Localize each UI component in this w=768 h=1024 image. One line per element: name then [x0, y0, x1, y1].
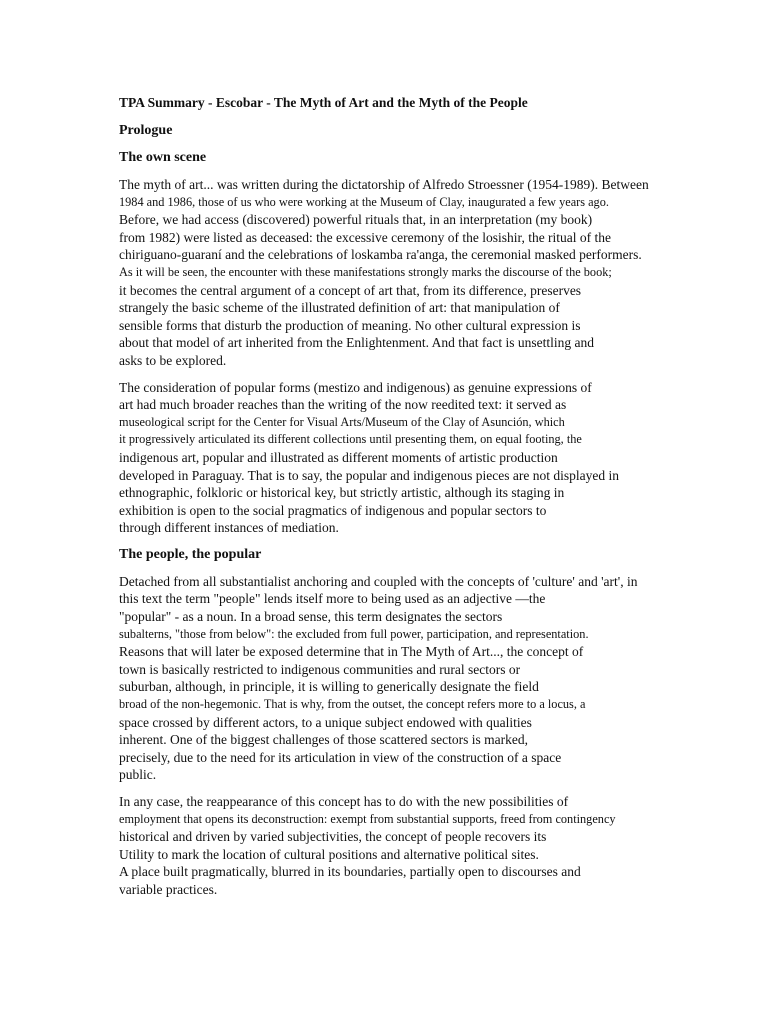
section-heading-prologue: Prologue [119, 123, 173, 138]
paragraph-line: from 1982) were listed as deceased: the excessive ceremony of the losishir, the ritual of the [119, 229, 612, 245]
paragraph-line: variable practices. [119, 881, 218, 897]
paragraph-line: public. [119, 767, 157, 783]
paragraph-line: asks to be explored. [119, 352, 227, 368]
paragraph-line: this text the term "people" lends itself more to being used as an adjective —the [119, 591, 546, 607]
paragraph-line: museological script for the Center for Visual Arts/Museum of the Clay of Asunción, which [119, 414, 565, 429]
paragraph-line: As it will be seen, the encounter with these manifestations strongly marks the discourse of the book; [119, 264, 612, 279]
paragraph-line: chiriguano-guaraní and the celebrations of loskamba ra'anga, the ceremonial masked performers. [119, 247, 642, 263]
paragraph-line: Before, we had access (discovered) powerful rituals that, in an interpretation (my book) [119, 212, 593, 228]
paragraph-3 [119, 573, 699, 784]
paragraph-line: historical and driven by varied subjectivities, the concept of people recovers its [119, 829, 547, 845]
section-heading-own-scene: The own scene [119, 150, 207, 165]
paragraph-line: it becomes the central argument of a concept of art that, from its difference, preserves [119, 282, 582, 298]
paragraph-line: exhibition is open to the social pragmatics of indigenous and popular sectors to [119, 502, 547, 518]
paragraph-line: The myth of art... was written during the dictatorship of Alfredo Stroessner (1954-1989). Between [119, 177, 649, 192]
paragraph-1 [119, 176, 699, 370]
paragraph-line: The consideration of popular forms (mestizo and indigenous) as genuine expressions of [119, 379, 592, 395]
paragraph-line: Reasons that will later be exposed determine that in The Myth of Art..., the concept of [119, 644, 584, 660]
paragraph-line: through different instances of mediation. [119, 520, 339, 536]
paragraph-line: broad of the non-hegemonic. That is why, from the outset, the concept refers more to a locus, a [119, 697, 586, 712]
paragraph-line: subalterns, "those from below": the excluded from full power, participation, and representation. [119, 626, 589, 641]
paragraph-line: sensible forms that disturb the production of meaning. No other cultural expression is [119, 317, 581, 333]
paragraph-line: strangely the basic scheme of the illustrated definition of art: that manipulation of [119, 300, 560, 316]
paragraph-line: A place built pragmatically, blurred in its boundaries, partially open to discourses and [119, 864, 581, 880]
paragraph-line: 1984 and 1986, those of us who were working at the Museum of Clay, inaugurated a few years ago. [119, 194, 609, 209]
paragraph-line: about that model of art inherited from the Enlightenment. And that fact is unsettling and [119, 335, 595, 351]
paragraph-line: ethnographic, folkloric or historical key, but strictly artistic, although its staging in [119, 485, 565, 501]
paragraph-line: Utility to mark the location of cultural positions and alternative political sites. [119, 846, 539, 862]
paragraph-line: it progressively articulated its different collections until presenting them, on equal footing, the [119, 432, 582, 447]
paragraph-line: developed in Paraguay. That is to say, the popular and indigenous pieces are not displayed in [119, 467, 619, 483]
paragraph-2 [119, 379, 699, 537]
paragraph-line: indigenous art, popular and illustrated as different moments of artistic production [119, 449, 558, 465]
paragraph-line: Detached from all substantialist anchoring and coupled with the concepts of 'culture' and 'art', in [119, 573, 638, 589]
document-title: TPA Summary - Escobar - The Myth of Art and the Myth of the People [119, 95, 528, 110]
paragraph-line: art had much broader reaches than the writing of the now reedited text: it served as [119, 397, 567, 413]
paragraph-4 [119, 793, 699, 899]
paragraph-line: employment that opens its deconstruction: exempt from substantial supports, freed from contingency [119, 811, 616, 826]
paragraph-line: "popular" - as a noun. In a broad sense, this term designates the sectors [119, 609, 503, 625]
document-page [119, 94, 699, 908]
paragraph-line: space crossed by different actors, to a unique subject endowed with qualities [119, 714, 532, 730]
paragraph-line: inherent. One of the biggest challenges of those scattered sectors is marked, [119, 732, 528, 748]
section-heading-people-popular: The people, the popular [119, 546, 262, 562]
paragraph-line: town is basically restricted to indigenous communities and rural sectors or [119, 661, 521, 677]
paragraph-line: In any case, the reappearance of this concept has to do with the new possibilities of [119, 794, 569, 809]
paragraph-line: precisely, due to the need for its articulation in view of the construction of a space [119, 749, 562, 765]
paragraph-line: suburban, although, in principle, it is willing to generically designate the field [119, 679, 539, 695]
